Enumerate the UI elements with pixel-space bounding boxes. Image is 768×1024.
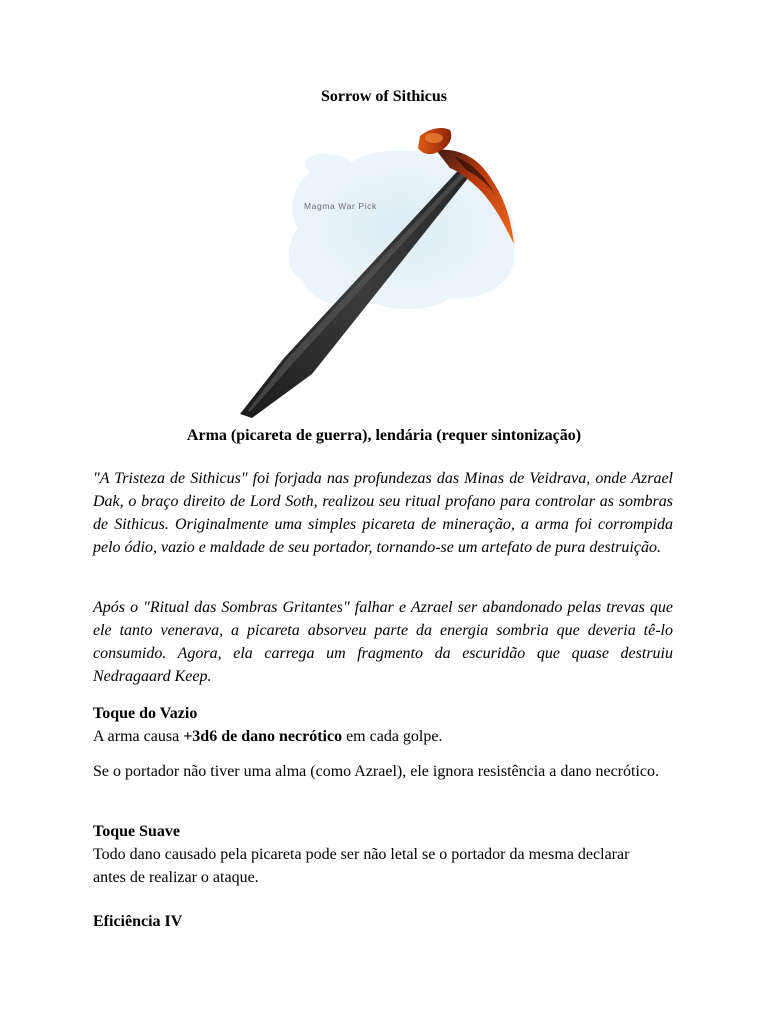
void-touch-note: Se o portador não tiver uma alma (como Azrael), ele ignora resistência a dano necrótico. bbox=[93, 763, 659, 780]
item-type-line: Arma (picareta de guerra), lendária (requer sintonização) bbox=[186, 427, 582, 444]
gentle-touch-text: Todo dano causado pela picareta pode ser não letal se o portador da mesma declarar antes de realizar o ataque. bbox=[93, 846, 630, 886]
lore-paragraph: "A Tristeza de Sithicus" foi forjada nas profundezas das Minas de Veidrava, onde Azrael Dak, o braço direito de Lord Soth, realizou seu ritual profano para controlar as sombras de Sithicus. Originalmente uma simples picareta de mineração, a arma foi corrompida pelo ódio, vazio e maldade de seu portador, tornando-se um artefato de pura destruição. bbox=[93, 470, 673, 556]
void-touch-section bbox=[93, 702, 673, 748]
lore-paragraph: Após o "Ritual das Sombras Gritantes" falhar e Azrael ser abandonado pelas trevas que ele tanto venerava, a picareta absorveu parte da energia sombria que deveria tê-lo consumido. Agora, ela carrega um fragmento da escuridão que quase destruiu Nedragaard Keep. bbox=[93, 599, 673, 685]
efficiency-section bbox=[93, 910, 673, 933]
gentle-touch-section bbox=[93, 820, 653, 889]
pick-label: Magma War Pick bbox=[304, 201, 377, 211]
efficiency-heading: Eficiência IV bbox=[93, 913, 183, 930]
void-touch-heading: Toque do Vazio bbox=[93, 705, 198, 722]
void-touch-damage-line bbox=[93, 725, 673, 748]
damage-suffix: em cada golpe. bbox=[342, 728, 443, 745]
void-touch-note-section bbox=[93, 760, 663, 783]
damage-value: +3d6 de dano necrótico bbox=[183, 728, 343, 745]
damage-prefix: A arma causa bbox=[93, 728, 184, 745]
lore-section bbox=[93, 467, 673, 559]
magma-war-pick-image bbox=[222, 112, 546, 420]
lore-section-2 bbox=[93, 596, 673, 688]
gentle-touch-heading: Toque Suave bbox=[93, 823, 180, 840]
page-title: Sorrow of Sithicus bbox=[321, 88, 447, 105]
